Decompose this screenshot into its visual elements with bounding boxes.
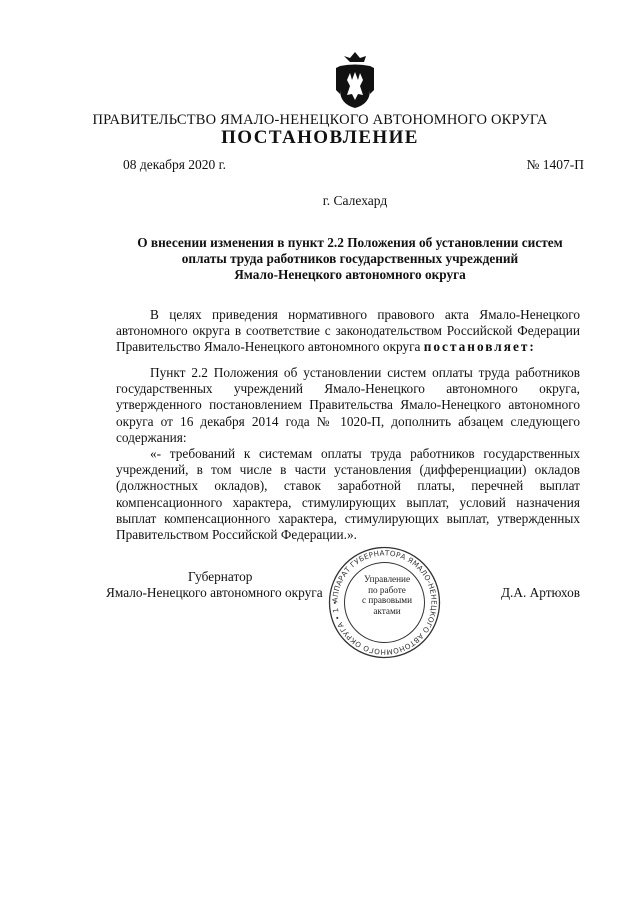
stamp-line: Управление — [363, 574, 411, 584]
coat-of-arms-icon — [330, 50, 380, 110]
stamp-center-text — [354, 574, 420, 634]
city: г. Салехард — [322, 193, 388, 208]
amendment-block — [116, 365, 580, 543]
resolution-verb: постановляет: — [423, 339, 536, 355]
amendment-paragraph: Пункт 2.2 Положения об установлении систем оплаты труда работников государственных учреждений Ямало-Ненецкого автономного округа, утвержденного постановлением Правительства Ямало-Ненецкого автономного округа от 16 декабря 2014 года № 1020-П, дополнить абзацем следующего содержания: — [116, 365, 580, 445]
document-date: 08 декабря 2020 г. — [123, 157, 227, 172]
signer-region: Ямало-Ненецкого автономного округа — [106, 585, 323, 600]
signer-name: Д.А. Артюхов — [500, 585, 580, 600]
subject-line: оплаты труда работников государственных учреждений — [181, 251, 519, 266]
stamp-line: по работе — [368, 584, 406, 595]
subject-line: Ямало-Ненецкого автономного округа — [234, 267, 466, 282]
document-number: № 1407-П — [526, 157, 584, 172]
subject-line: О внесении изменения в пункт 2.2 Положения об установлении систем — [137, 235, 563, 250]
preamble-text: В целях приведения нормативного правового акта Ямало-Ненецкого автономного округа в соответствие с законодательством Российской Федерации Правительство Ямало-Ненецкого автономного округа — [116, 307, 580, 355]
document-subject — [110, 235, 590, 283]
government-title: ПРАВИТЕЛЬСТВО ЯМАЛО-НЕНЕЦКОГО АВТОНОМНОГО ОКРУГА — [92, 112, 548, 128]
stamp-ring-text: АППАРАТ ГУБЕРНАТОРА ЯМАЛО-НЕНЕЦКОГО АВТОНОМНОГО ОКРУГА • 1 • — [330, 548, 439, 657]
document-type: ПОСТАНОВЛЕНИЕ — [221, 127, 419, 148]
preamble-paragraph — [116, 307, 580, 356]
stamp-line: актами — [373, 605, 401, 616]
quoted-addition: «- требований к системам оплаты труда работников государственных учреждений, в том числе в части установления (дифференциации) окладов (должностных окладов), ставок заработной платы, перечней выплат компенсационного характера, стимулирующих выплат, условий назначения выплат компенсационного характера, стимулирующих выплат, утвержденных Правительством Российской Федерации.». — [116, 446, 580, 543]
signer-title: Губернатор — [188, 569, 253, 584]
stamp-line: с правовыми — [361, 595, 413, 605]
